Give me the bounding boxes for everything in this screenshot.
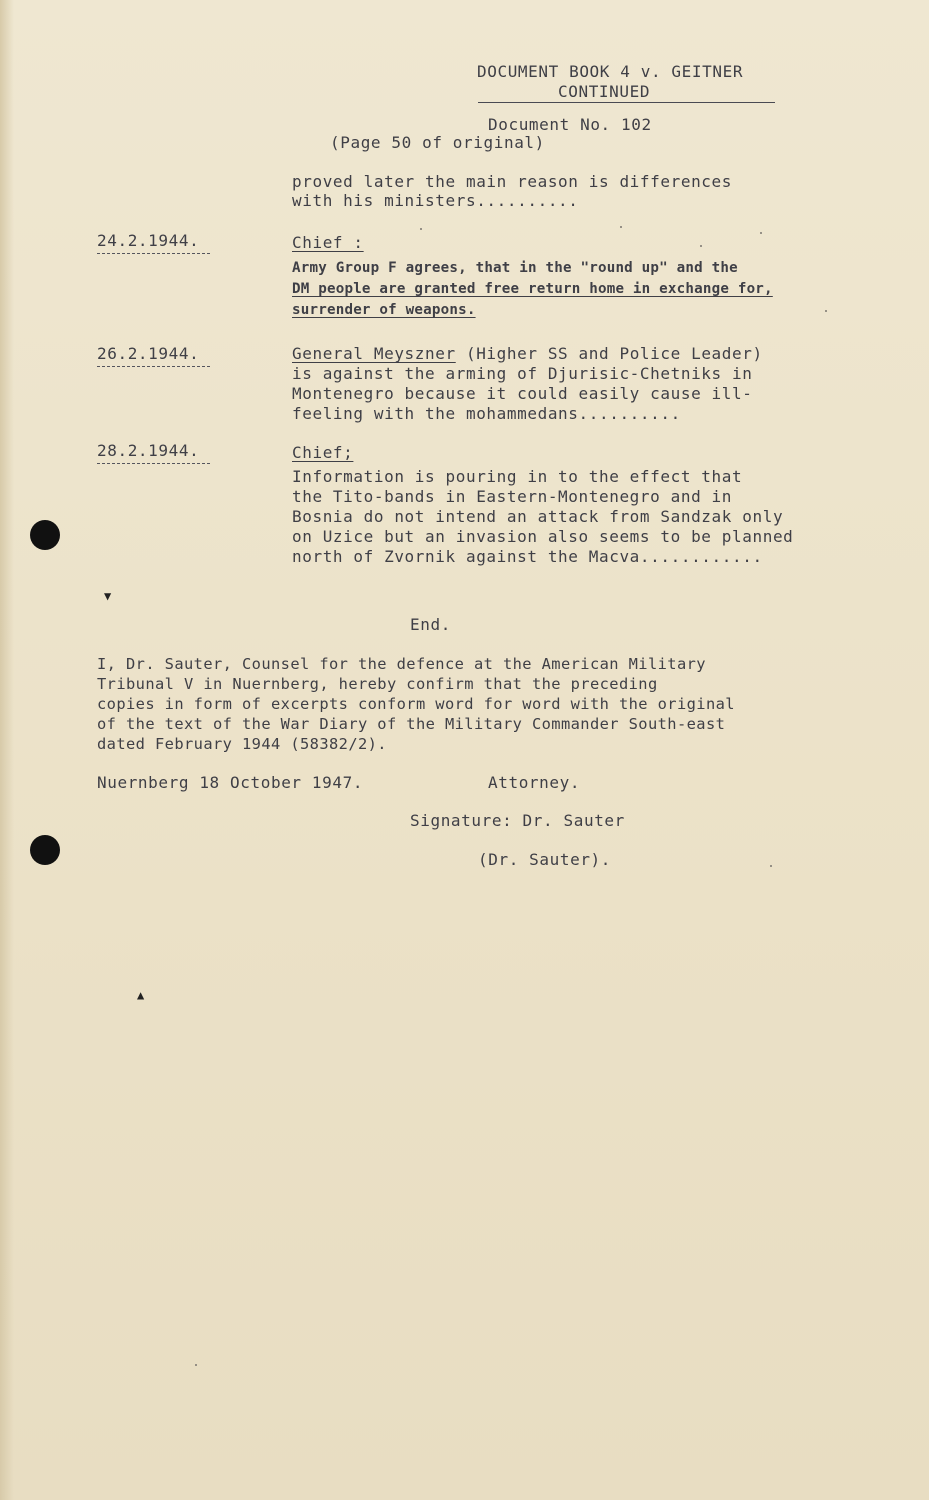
certification-line: dated February 1944 (58382/2). — [97, 735, 387, 753]
entry-date: 28.2.1944. — [97, 441, 200, 460]
entry-heading-note: (Higher SS and Police Leader) — [455, 344, 763, 363]
entry-line: the Tito-bands in Eastern-Montenegro and in — [292, 487, 733, 506]
certification-line: copies in form of excerpts conform word for word with the original — [97, 695, 735, 713]
entry-date: 26.2.1944. — [97, 344, 200, 363]
entry-line: Montenegro because it could easily cause ill- — [292, 384, 753, 403]
attorney-label: Attorney. — [488, 773, 581, 792]
entry-line: is against the arming of Djurisic-Chetniks in — [292, 364, 753, 383]
certification-line: I, Dr. Sauter, Counsel for the defence at the American Military — [97, 655, 706, 673]
entry-line: surrender of weapons. — [292, 302, 476, 318]
punch-hole-top — [30, 520, 60, 550]
entry-line: feeling with the mohammedans.......... — [292, 404, 681, 423]
place-date: Nuernberg 18 October 1947. — [97, 773, 364, 792]
certification-line: of the text of the War Diary of the Military Commander South-east — [97, 715, 726, 733]
entry-line: DM people are granted free return home in exchange for, — [292, 281, 773, 297]
entry-line: Information is pouring in to the effect that — [292, 467, 743, 486]
page-reference: (Page 50 of original) — [330, 133, 545, 152]
intro-line: with his ministers.......... — [292, 191, 579, 210]
entry-line: on Uzice but an invasion also seems to be planned — [292, 527, 794, 546]
paper-speck — [700, 245, 702, 247]
ink-mark: ▲ — [137, 988, 145, 1002]
entry-date: 24.2.1944. — [97, 231, 200, 250]
date-underline — [97, 366, 210, 367]
paper-speck — [760, 232, 762, 234]
entry-heading: Chief; — [292, 443, 354, 462]
entry-line: Army Group F agrees, that in the "round up" and the — [292, 260, 738, 276]
document-book-title: DOCUMENT BOOK 4 v. GEITNER — [477, 62, 744, 81]
signature-name: (Dr. Sauter). — [478, 850, 612, 869]
signature-line: Signature: Dr. Sauter — [410, 811, 625, 830]
paper-speck — [620, 226, 622, 228]
intro-line: proved later the main reason is differences — [292, 172, 733, 191]
paper-speck — [420, 228, 422, 230]
end-label: End. — [410, 615, 451, 634]
entry-heading: General Meyszner — [292, 344, 456, 363]
certification-line: Tribunal V in Nuernberg, hereby confirm that the preceding — [97, 675, 658, 693]
entry-line: north of Zvornik against the Macva............ — [292, 547, 763, 566]
punch-hole-bottom — [30, 835, 60, 865]
paper-speck — [770, 865, 772, 867]
date-underline — [97, 463, 210, 464]
paper-speck — [195, 1364, 197, 1366]
paper-speck — [825, 310, 827, 312]
entry-heading: Chief : — [292, 233, 364, 252]
date-underline — [97, 253, 210, 254]
entry-heading-line — [292, 344, 763, 364]
entry-line: Bosnia do not intend an attack from Sandzak only — [292, 507, 784, 526]
continued-label: CONTINUED — [558, 82, 651, 101]
header-rule — [478, 102, 775, 103]
ink-mark: ▼ — [104, 589, 112, 603]
document-number: Document No. 102 — [488, 115, 652, 134]
